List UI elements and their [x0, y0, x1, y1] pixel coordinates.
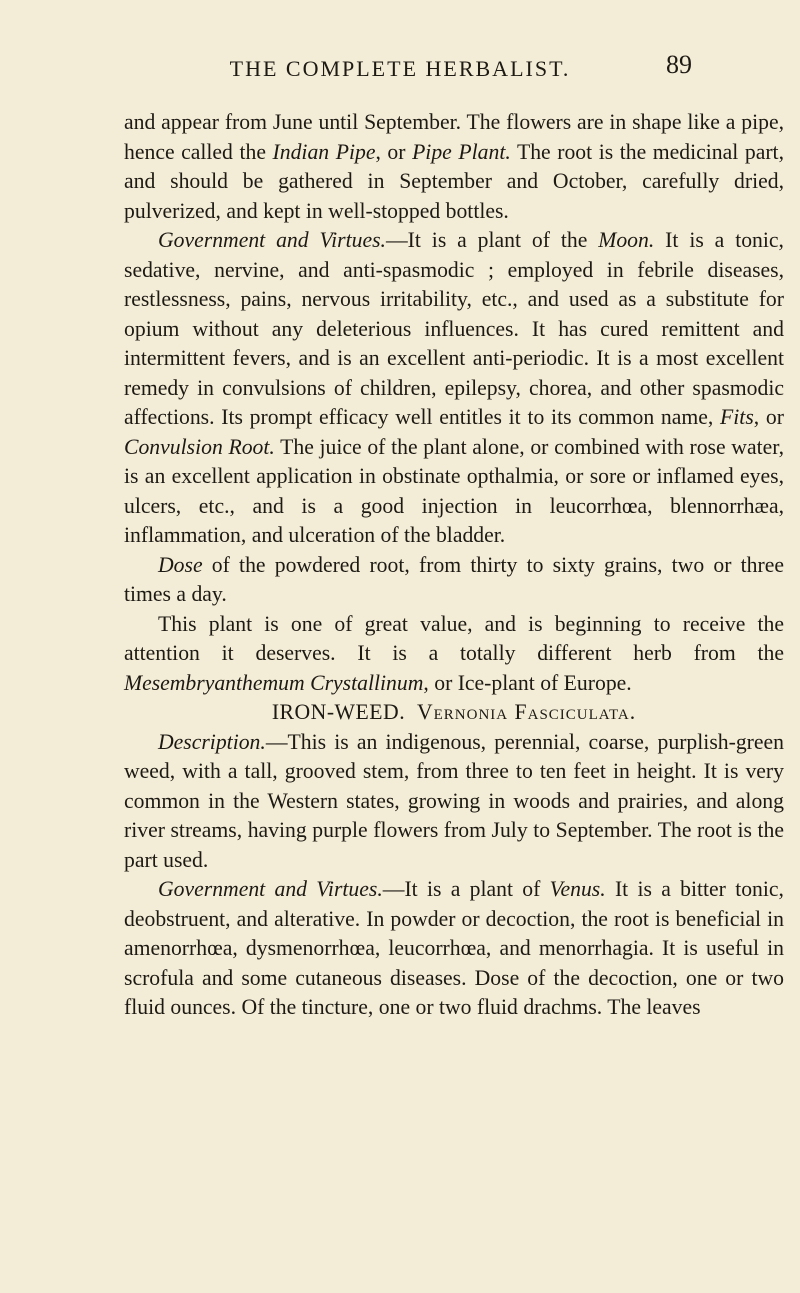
- running-head: [108, 44, 692, 84]
- text-run: This plant is one of great value, and is beginning to receive the attention it deserves. It is a totally different herb from the: [124, 611, 784, 665]
- entry-name: IRON-WEED.: [271, 700, 406, 724]
- text-run: The root is the medicinal part, and should be gathered in September and October, carefully dried, pulverized, and kept in well-stopped bottles.: [124, 139, 784, 223]
- text-run: , or: [375, 139, 413, 164]
- paragraph-description: [124, 728, 784, 876]
- body-text: [124, 108, 784, 1023]
- text-run: , or: [753, 405, 784, 429]
- italic-heading: Government and Virtues.: [158, 877, 383, 901]
- paragraph-value: [124, 610, 784, 699]
- paragraph-indian-pipe-flowers: [124, 108, 784, 226]
- italic-term: Mesembryanthemum Crystallinum: [124, 670, 424, 695]
- text-run: of the powdered root, from thirty to sixty grains, two or three times a day.: [124, 552, 784, 606]
- text-run: , or Ice-plant of Europe.: [423, 670, 632, 695]
- running-title: THE COMPLETE HERBALIST.: [229, 56, 571, 81]
- text-run: and appear from June until September. The flowers are in shape like a pipe, hence called the: [124, 110, 784, 164]
- italic-heading: Description.: [158, 729, 266, 754]
- italic-heading: Dose: [158, 552, 203, 577]
- italic-term: Venus.: [549, 877, 606, 901]
- entry-latin-name: Vernonia Fasciculata.: [416, 700, 637, 724]
- page-number: 89: [666, 50, 692, 79]
- text-run: It is a tonic, sedative, nervine, and anti-spasmodic ; employed in febrile diseases, restlessness, pains, nervous irritability, etc., and used as a substitute for opium without any deleterious influences. It has cured remittent and intermittent fevers, and is an excellent anti-periodic. It is a most excellent remedy in convulsions of children, epilepsy, chorea, and other spasmodic affections. Its prompt efficacy well entitles it to its common name,: [124, 228, 784, 429]
- italic-term: Pipe Plant.: [412, 139, 511, 164]
- paragraph-dose: [124, 551, 784, 610]
- text-run: It is a bitter tonic, deobstruent, and alterative. In powder or decoction, the root is beneficial in amenorrhœa, dysmenorrhœa, leucorrhœa, and menorrhagia. It is useful in scrofula and some cutaneous diseases. Dose of the decoction, one or two fluid ounces. Of the tincture, one or two fluid drachms. The leaves: [124, 877, 784, 1019]
- text-run: —It is a plant of the: [385, 228, 599, 252]
- paragraph-government-virtues: [124, 226, 784, 551]
- italic-term: Moon.: [598, 228, 655, 252]
- italic-term: Convulsion Root.: [124, 434, 275, 459]
- text-run: The juice of the plant alone, or combined with rose water, is an excellent application in obstinate opthalmia, or sore or inflamed eyes, ulcers, etc., and is a good injection in leucorrhœa, blennorrhæa, inflammation, and ulceration of the bladder.: [124, 434, 784, 547]
- italic-term: Indian Pipe: [272, 139, 376, 164]
- text-run: —It is a plant of: [382, 877, 550, 901]
- text-run: —This is an indigenous, perennial, coarse, purplish-green weed, with a tall, grooved stem, from three to ten feet in height. It is very common in the Western states, growing in woods and prairies, and along river streams, having purple flowers from July to September. The root is the part used.: [124, 729, 784, 872]
- italic-heading: Government and Virtues.: [158, 228, 386, 252]
- paragraph-government-virtues-iron-weed: [124, 875, 784, 1023]
- italic-term: Fits: [720, 405, 754, 429]
- entry-title-iron-weed: [124, 698, 784, 728]
